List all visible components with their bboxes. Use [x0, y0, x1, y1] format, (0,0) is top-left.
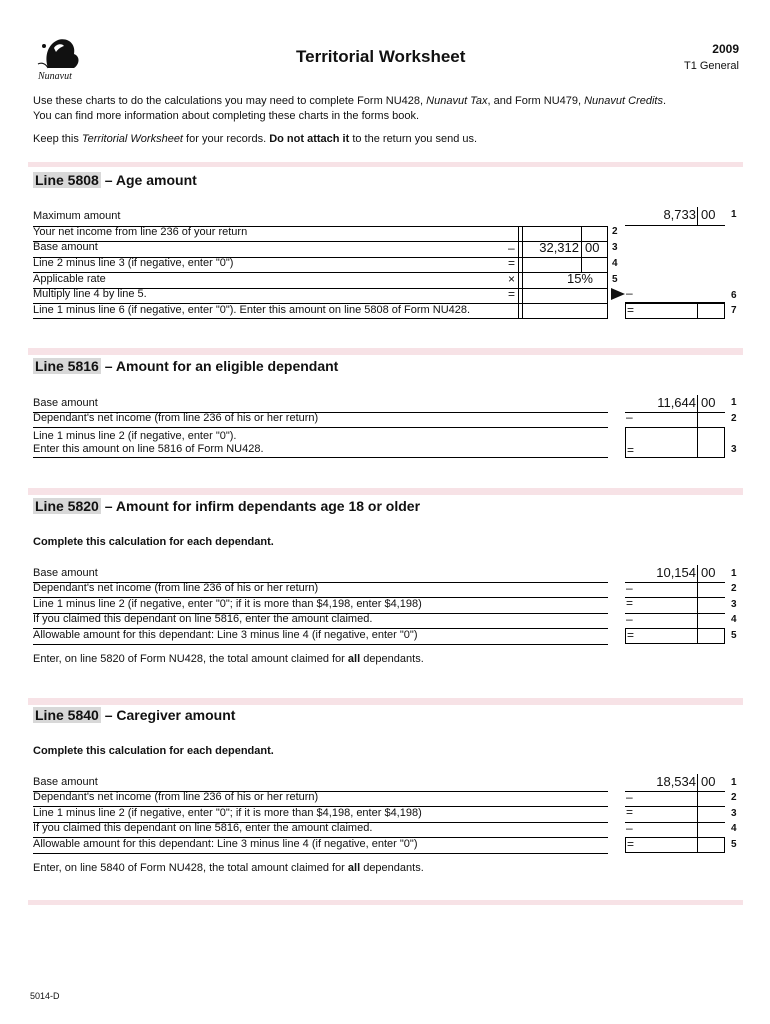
cents-divider: [697, 565, 698, 582]
base-amount: 11,644: [657, 395, 696, 410]
amount-rule: [625, 412, 725, 413]
row-label: Multiply line 4 by line 5.: [33, 288, 147, 300]
line-number: 1: [731, 777, 737, 788]
row-label: Base amount: [33, 776, 98, 788]
section-divider: [28, 348, 743, 355]
base-cents: 00: [701, 565, 716, 580]
row-rule: [33, 791, 608, 792]
section-subtitle: Complete this calculation for each dependant.: [33, 745, 274, 757]
line-number: 5: [612, 274, 618, 285]
line-number: 1: [731, 209, 737, 220]
row-rule: [33, 318, 608, 319]
amount-rule: [625, 613, 725, 614]
row-label: Applicable rate: [33, 273, 106, 285]
row-label: Enter this amount on line 5816 of Form NU428.: [33, 443, 264, 455]
row-label: Allowable amount for this dependant: Line 3 minus line 4 (if negative, enter "0"): [33, 838, 418, 850]
row-rule: [33, 457, 608, 458]
max-cents: 00: [701, 207, 716, 222]
line-number: 3: [731, 444, 737, 455]
amount-rule: [625, 822, 725, 823]
row-rule: [33, 597, 608, 598]
times-operator: ×: [508, 272, 516, 286]
line-number: 3: [731, 599, 737, 610]
row-label: Dependant's net income (from line 236 of his or her return): [33, 791, 319, 803]
cents-divider: [697, 582, 698, 628]
base-cents: 00: [585, 240, 600, 255]
line-number: 4: [731, 823, 737, 834]
row-rule: [33, 582, 608, 583]
row-label: Dependant's net income (from line 236 of his or her return): [33, 582, 319, 594]
minus-operator: –: [626, 410, 633, 424]
row-label: If you claimed this dependant on line 5816, enter the amount claimed.: [33, 613, 373, 625]
section-divider: [28, 162, 743, 167]
cents-divider: [697, 207, 698, 225]
column-rule: [518, 226, 519, 318]
cents-divider: [697, 412, 698, 427]
row-label: Base amount: [33, 567, 98, 579]
line-number: 5: [731, 839, 737, 850]
arrow-right-icon: [611, 288, 625, 300]
page-title: Territorial Worksheet: [296, 47, 466, 66]
row-label: Maximum amount: [33, 210, 121, 222]
logo-text: Nunavut: [38, 71, 72, 82]
row-label: Line 1 minus line 6 (if negative, enter "0"). Enter this amount on line 5808 of Form NU428.: [33, 304, 471, 316]
line-number: 4: [731, 614, 737, 625]
row-rule: [33, 613, 608, 614]
cents-divider: [697, 628, 698, 644]
row-rule: [33, 628, 608, 629]
row-rule: [33, 412, 608, 413]
equals-operator: =: [627, 628, 635, 642]
row-label: Dependant's net income (from line 236 of his or her return): [33, 412, 319, 424]
amount-rule: [625, 791, 725, 792]
applicable-rate: 15%: [566, 271, 593, 286]
row-label: Base amount: [33, 241, 98, 253]
form-code: 5014-D: [30, 991, 60, 1001]
amount-rule: [625, 806, 725, 807]
line-6-input[interactable]: [523, 288, 608, 303]
amount-rule: [625, 597, 725, 598]
section-subtitle: Complete this calculation for each dependant.: [33, 536, 274, 548]
line-number: 6: [731, 290, 737, 301]
intro-line-1: Use these charts to do the calculations you may need to complete Form NU428, Nunavut Tax, and Form NU479, Nunavut Credits.: [33, 95, 667, 107]
section-header-5840: Line 5840 – Caregiver amount: [35, 707, 236, 723]
equals-operator: =: [627, 303, 635, 317]
row-label: Line 1 minus line 2 (if negative, enter "0"; if it is more than $4,198, enter $4,198): [33, 598, 422, 610]
equals-operator: =: [627, 443, 635, 457]
row-label: Line 2 minus line 3 (if negative, enter "0"): [33, 257, 234, 269]
section-divider: [28, 698, 743, 705]
section-divider: [28, 900, 743, 905]
row-rule: [33, 853, 608, 854]
amount-rule: [625, 582, 725, 583]
max-amount: 8,733: [663, 207, 696, 222]
line-number: 2: [731, 413, 737, 424]
enter-instruction: Enter, on line 5840 of Form NU428, the total amount claimed for all dependants.: [33, 862, 424, 874]
row-rule: [33, 822, 608, 823]
section-divider: [28, 488, 743, 495]
enter-instruction: Enter, on line 5820 of Form NU428, the total amount claimed for all dependants.: [33, 653, 424, 665]
cents-divider: [697, 837, 698, 853]
line-number: 5: [731, 630, 737, 641]
base-cents: 00: [701, 774, 716, 789]
equals-operator: =: [508, 287, 516, 301]
line-5-result-box[interactable]: [625, 628, 725, 644]
line-number: 2: [731, 583, 737, 594]
line-number: 2: [731, 792, 737, 803]
row-label: If you claimed this dependant on line 5816, enter the amount claimed.: [33, 822, 373, 834]
cents-divider: [697, 774, 698, 791]
base-amount: 10,154: [656, 565, 696, 580]
minus-operator: –: [626, 821, 633, 835]
line-4-input[interactable]: [523, 257, 608, 272]
equals-operator: =: [626, 596, 634, 610]
minus-operator: –: [626, 612, 633, 626]
equals-operator: =: [508, 256, 516, 270]
cents-divider: [697, 395, 698, 412]
intro-line-2: You can find more information about completing these charts in the forms book.: [33, 110, 420, 122]
minus-operator: –: [626, 581, 633, 595]
base-cents: 00: [701, 395, 716, 410]
cents-divider: [697, 791, 698, 837]
line-number: 1: [731, 568, 737, 579]
line-number: 1: [731, 397, 737, 408]
line-number: 4: [612, 258, 618, 269]
form-type: T1 General: [683, 60, 739, 72]
minus-operator: –: [626, 790, 633, 804]
line-3-result-box[interactable]: [625, 427, 725, 458]
tax-year: 2009: [712, 42, 739, 56]
minus-operator: –: [626, 286, 633, 300]
row-rule: [33, 806, 608, 807]
equals-operator: =: [627, 837, 635, 851]
base-amount: 32,312: [539, 240, 579, 255]
row-label: Allowable amount for this dependant: Line 3 minus line 4 (if negative, enter "0"): [33, 629, 418, 641]
base-amount: 18,534: [656, 774, 696, 789]
row-label: Line 1 minus line 2 (if negative, enter "0"; if it is more than $4,198, enter $4,198): [33, 807, 422, 819]
section-header-5808: Line 5808 – Age amount: [35, 172, 197, 188]
cents-divider: [697, 427, 698, 458]
section-header-5816: Line 5816 – Amount for an eligible dependant: [35, 358, 339, 374]
minus-operator: –: [508, 241, 515, 255]
row-rule: [33, 644, 608, 645]
row-label: Base amount: [33, 397, 98, 409]
line-number: 2: [612, 226, 618, 237]
line-7-result-box[interactable]: [625, 303, 725, 319]
amount-rule: [625, 225, 725, 226]
row-rule: [33, 427, 608, 428]
keep-notice: Keep this Territorial Worksheet for your records. Do not attach it to the return you send us.: [33, 133, 478, 145]
section-header-5820: Line 5820 – Amount for infirm dependants age 18 or older: [35, 498, 421, 514]
row-label: Line 1 minus line 2 (if negative, enter "0").: [33, 430, 237, 442]
line-5-result-box[interactable]: [625, 837, 725, 853]
row-label: Your net income from line 236 of your return: [33, 226, 248, 238]
line-number: 3: [731, 808, 737, 819]
row-rule: [33, 837, 608, 838]
equals-operator: =: [626, 805, 634, 819]
cents-divider: [697, 303, 698, 319]
line-number: 3: [612, 242, 618, 253]
line-number: 7: [731, 305, 737, 316]
